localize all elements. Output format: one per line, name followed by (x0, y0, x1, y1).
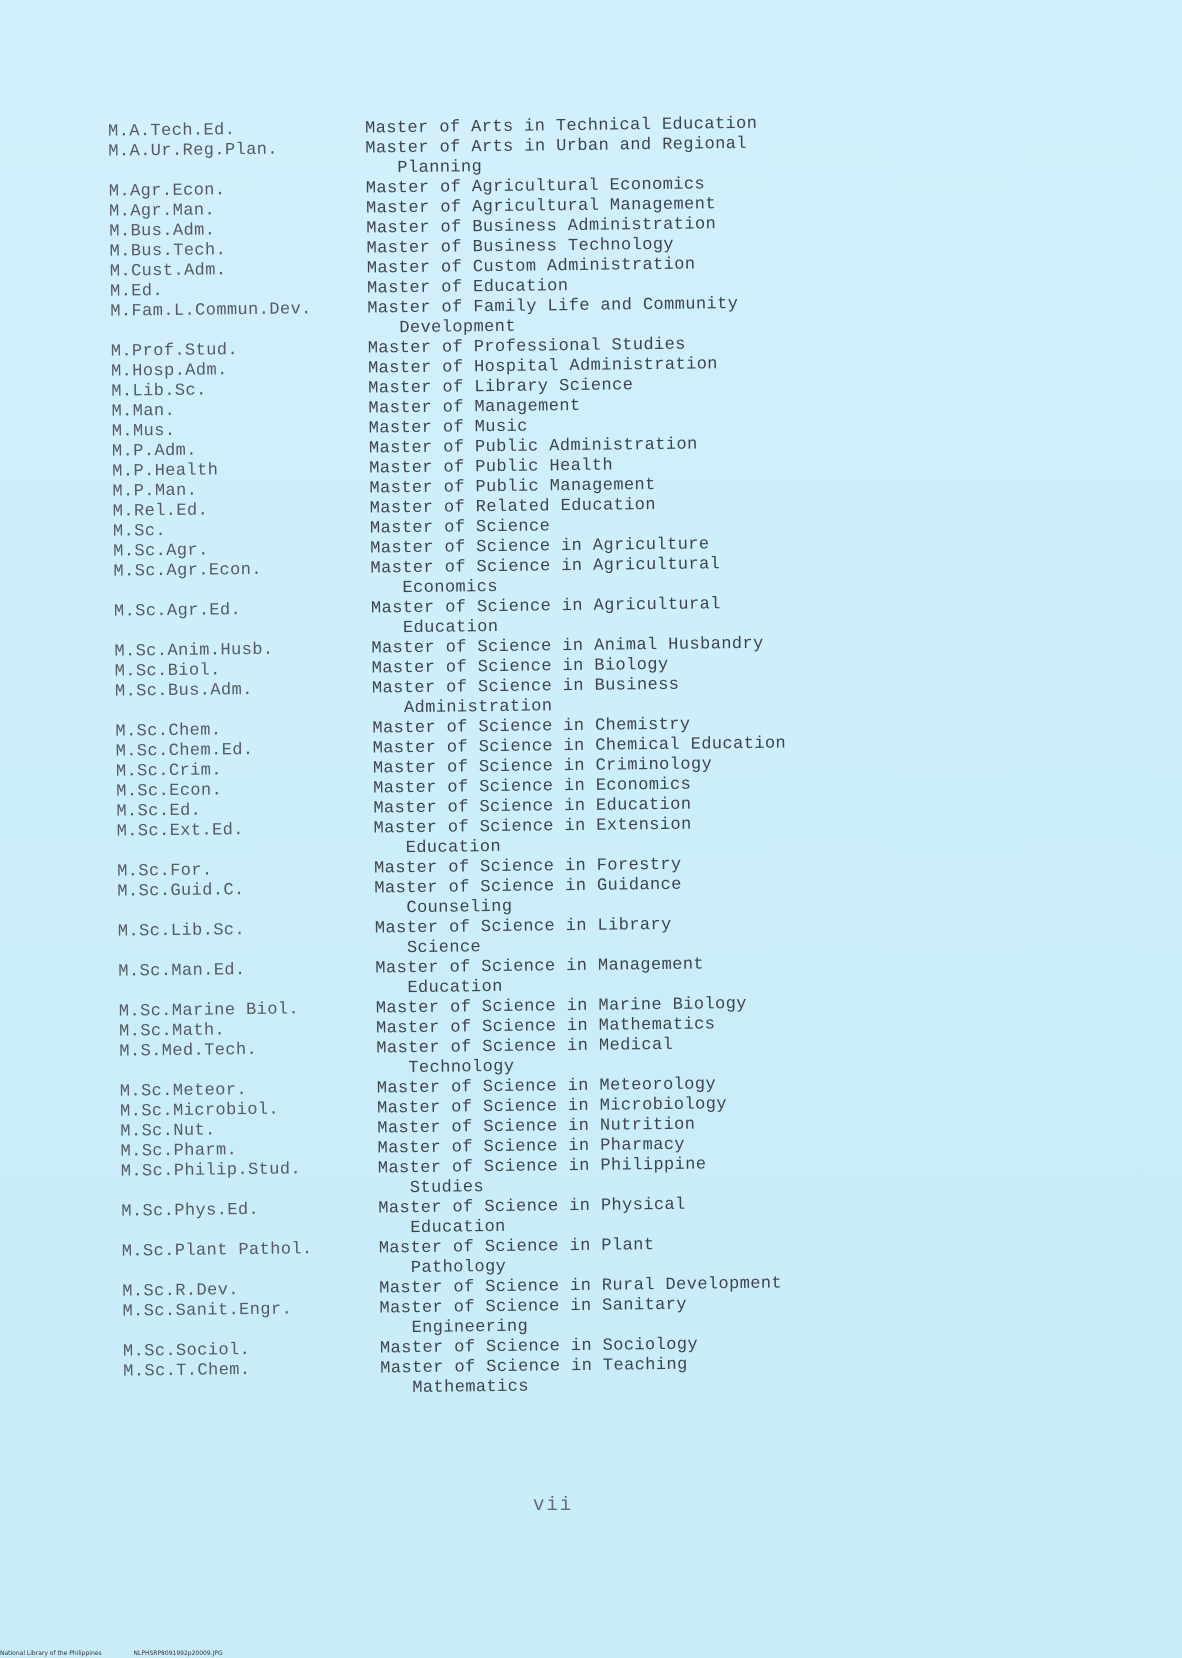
abbreviation-term: M.Sc.Chem.Ed. (115, 740, 254, 762)
abbreviation-term: M.Fam.L.Commun.Dev. (110, 300, 312, 322)
abbreviation-meaning: Master of Music (368, 417, 528, 439)
abbreviation-meaning: Master of Science in Forestry (374, 855, 682, 879)
abbreviation-term: M.A.Ur.Reg.Plan. (108, 140, 279, 162)
abbreviation-meaning: Master of Science in Teaching Mathematics (380, 1355, 688, 1399)
abbreviation-meaning: Master of Management (368, 396, 581, 419)
abbreviation-meaning: Master of Business Administration (366, 215, 717, 239)
abbreviation-term: M.Lib.Sc. (111, 381, 207, 402)
footer-file-id: NLPHSRP8091992p20009.JPG (133, 1650, 223, 1657)
abbreviation-meaning: Master of Science in Education (373, 795, 692, 819)
page-number: vii (533, 1494, 574, 1516)
abbreviation-meaning: Master of Science in Rural Development (379, 1274, 783, 1299)
abbreviation-meaning: Master of Library Science (368, 376, 634, 399)
footer-library: National Library of the Philippines (0, 1650, 102, 1657)
abbreviation-meaning: Master of Science in Agriculture (370, 535, 710, 559)
abbreviation-meaning: Master of Science in Criminology (372, 755, 713, 779)
abbreviation-meaning: Master of Science in Business Administration (371, 675, 680, 719)
abbreviation-term: M.P.Man. (112, 481, 198, 502)
abbreviation-term: M.Sc.For. (117, 861, 213, 882)
abbreviation-term: M.Sc.Biol. (114, 661, 221, 682)
abbreviation-term: M.Ed. (109, 282, 164, 302)
abbreviation-term: M.Sc.Lib.Sc. (117, 921, 246, 942)
abbreviation-term: M.Rel.Ed. (112, 501, 209, 522)
abbreviation-meaning: Master of Science in Agricultural Education (370, 595, 721, 639)
abbreviation-meaning: Master of Science in Plant Pathology (378, 1236, 655, 1279)
abbreviation-meaning: Master of Family Life and Community Development (367, 294, 739, 339)
abbreviation-term: M.Sc.T.Chem. (123, 1361, 251, 1382)
abbreviation-meaning: Master of Science in Sociology (379, 1335, 699, 1359)
abbreviation-meaning: Master of Hospital Administration (367, 355, 718, 379)
abbreviation-meaning: Master of Science in Philippine Studies (377, 1155, 707, 1199)
abbreviation-term: M.Sc.Math. (118, 1021, 226, 1042)
abbreviation-meaning: Master of Public Management (369, 476, 656, 499)
abbreviation-term: M.Sc.Agr.Econ. (113, 560, 263, 582)
abbreviation-meaning: Master of Arts in Technical Education (364, 114, 758, 139)
abbreviation-term: M.Sc.Crim. (115, 761, 223, 782)
abbreviation-meaning: Master of Business Technology (366, 235, 675, 259)
abbreviation-meaning: Master of Science in Sanitary Engineering (379, 1295, 688, 1339)
abbreviation-term: M.P.Health (112, 461, 219, 482)
abbreviation-term: M.Hosp.Adm. (110, 361, 228, 382)
abbreviation-term: M.P.Adm. (111, 441, 197, 462)
abbreviation-meaning: Master of Professional Studies (367, 335, 686, 359)
abbreviation-meaning: Master of Public Administration (368, 435, 698, 459)
abbreviation-term: M.Man. (111, 401, 176, 422)
abbreviation-term: M.Sc.Sanit.Engr. (122, 1300, 293, 1322)
abbreviation-term: M.Sc.Ed. (116, 801, 202, 822)
abbreviation-term: M.Sc.Anim.Husb. (114, 640, 274, 662)
abbreviation-meaning: Master of Science in Nutrition (377, 1115, 696, 1139)
abbreviation-term: M.Sc.Marine Biol. (118, 1000, 300, 1022)
abbreviation-term: M.Sc.Man.Ed. (118, 961, 246, 982)
abbreviation-term: M.Mus. (111, 421, 176, 442)
abbreviation-term: M.Sc.Econ. (116, 781, 223, 802)
abbreviation-meaning: Master of Science in Agricultural Economics (370, 555, 721, 599)
abbreviation-term: M.Sc.R.Dev. (122, 1281, 240, 1302)
abbreviation-meaning: Master of Science in Marine Biology (375, 994, 747, 1019)
abbreviation-term: M.Agr.Man. (108, 201, 216, 222)
abbreviation-term: M.Sc.Phys.Ed. (121, 1200, 260, 1222)
abbreviation-term: M.Sc.Meteor. (119, 1081, 248, 1102)
abbreviation-meaning: Master of Science (369, 517, 551, 539)
abbreviation-term: M.S.Med.Tech. (119, 1040, 258, 1062)
abbreviation-meaning: Master of Agricultural Economics (365, 175, 706, 199)
abbreviation-term: M.Sc.Ext.Ed. (116, 821, 245, 842)
abbreviation-term: M.Sc.Pharm. (120, 1141, 238, 1162)
abbreviation-term: M.Sc.Philip.Stud. (120, 1160, 302, 1182)
abbreviation-meaning: Master of Science in Meteorology (376, 1075, 717, 1099)
abbreviation-meaning: Master of Education (366, 277, 569, 299)
abbreviation-meaning: Master of Public Health (369, 456, 614, 479)
abbreviation-meaning: Master of Custom Administration (366, 255, 696, 279)
abbreviation-term: M.Agr.Econ. (108, 181, 226, 202)
abbreviation-meaning: Master of Science in Chemical Education (372, 734, 787, 759)
abbreviation-meaning: Master of Arts in Urban and Regional Planning (365, 134, 748, 179)
abbreviation-meaning: Master of Science in Pharmacy (377, 1135, 686, 1159)
abbreviation-term: M.Sc.Sociol. (122, 1341, 251, 1362)
abbreviation-meaning: Master of Science in Chemistry (372, 715, 691, 739)
abbreviation-term: M.Sc.Chem. (115, 721, 222, 742)
abbreviation-meaning: Master of Science in Physical Education (378, 1195, 686, 1239)
abbreviation-term: M.A.Tech.Ed. (107, 121, 236, 142)
abbreviation-term: M.Sc.Agr. (113, 541, 209, 562)
abbreviation-meaning: Master of Science in Microbiology (376, 1095, 728, 1119)
abbreviation-meaning: Master of Related Education (369, 496, 657, 519)
abbreviation-meaning: Master of Science in Medical Technology (376, 1035, 674, 1079)
abbreviation-term: M.Sc.Agr.Ed. (113, 601, 242, 622)
abbreviation-term: M.Prof.Stud. (110, 341, 239, 362)
abbreviation-meaning: Master of Science in Guidance Counseling (374, 875, 682, 919)
abbreviation-meaning: Master of Science in Economics (373, 775, 692, 799)
abbreviation-meaning: Master of Science in Extension Education (373, 815, 692, 859)
abbreviation-meaning: Master of Science in Management Education (375, 955, 705, 999)
abbreviation-term: M.Sc.Guid.C. (117, 881, 245, 902)
scan-footer (0, 1650, 253, 1658)
abbreviation-term: M.Sc.Nut. (120, 1121, 216, 1142)
abbreviation-term: M.Bus.Tech. (109, 241, 227, 262)
abbreviation-term: M.Sc.Plant Pathol. (121, 1240, 313, 1262)
abbreviation-meaning: Master of Agricultural Management (365, 195, 717, 219)
abbreviation-meaning: Master of Science in Biology (371, 655, 669, 679)
abbreviation-term: M.Sc.Microbiol. (119, 1100, 280, 1122)
abbreviation-term: M.Sc.Bus.Adm. (114, 680, 253, 702)
abbreviation-term: M.Cust.Adm. (109, 261, 227, 282)
abbreviation-meaning: Master of Science in Animal Husbandry (371, 634, 764, 659)
abbreviation-meaning: Master of Science in Mathematics (375, 1015, 716, 1039)
abbreviation-term: M.Bus.Adm. (109, 221, 216, 242)
abbreviation-meaning: Master of Science in Library Science (374, 915, 672, 959)
abbreviation-term: M.Sc. (112, 522, 167, 542)
abbreviation-list (0, 110, 1182, 1404)
